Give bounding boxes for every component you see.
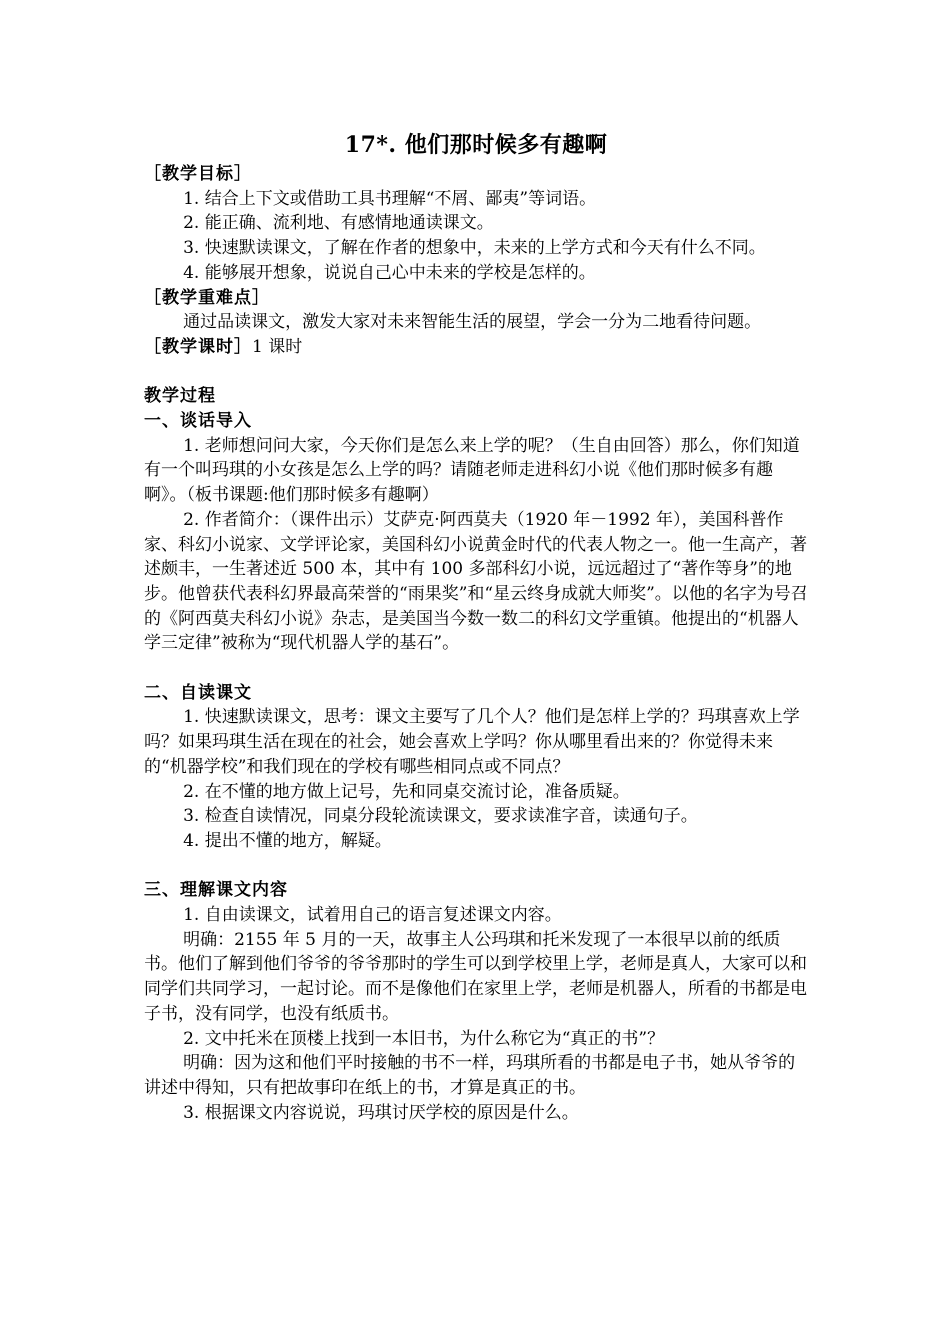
section-heading: 二、自读课文 — [144, 682, 252, 703]
document-body — [144, 128, 808, 1125]
paragraph: 1. 老师想问问大家，今天你们是怎么来上学的呢？（生自由回答）那么，你们知道有一个叫玛琪的小女孩是怎么上学的吗？请随老师走进科幻小说《他们那时候多有趣啊》。（板书课题:他们那时候多有趣啊） — [144, 435, 800, 506]
page-title: 17*. 他们那时候多有趣啊 — [344, 132, 608, 158]
goal-item: 4. 能够展开想象，说说自己心中未来的学校是怎样的。 — [183, 262, 596, 283]
lesson-hours — [144, 335, 808, 360]
paragraph: 明确：2155 年 5 月的一天，故事主人公玛琪和托米发现了一本很早以前的纸质书。他们了解到他们爷爷的爷爷那时的学生可以到学校里上学，老师是真人，大家可以和同学们共同学习，一起讨论。而不是像他们在家里上学，老师是机器人，所看的书都是电子书，没有同学，也没有纸质书。 — [144, 929, 807, 1024]
paragraph: 3. 根据课文内容说说，玛琪讨厌学校的原因是什么。 — [183, 1102, 579, 1123]
key-points-label: ［教学重难点］ — [144, 287, 270, 308]
paragraph: 4. 提出不懂的地方，解疑。 — [183, 830, 392, 851]
key-points-section — [144, 286, 808, 335]
goal-item: 2. 能正确、流利地、有感情地通读课文。 — [183, 213, 494, 234]
process-heading: 教学过程 — [144, 386, 216, 407]
section-understanding — [144, 878, 808, 1125]
paragraph: 3. 检查自读情况，同桌分段轮流读课文，要求读准字音，读通句子。 — [183, 806, 698, 827]
goals-label: ［教学目标］ — [144, 164, 252, 184]
paragraph: 2. 作者简介：（课件出示）艾萨克·阿西莫夫（1920 年－1992 年），美国科普作家、科幻小说家、文学评论家，美国科幻小说黄金时代的代表人物之一。他一生高产，著述颇丰，一生著述近 500 本，其中有 100 多部科幻小说，远远超过了“著作等身”的地步。他曾获代表科幻界最高荣誉的“雨果奖”和“星云终身成就大师奖”。以他的名字为号召的《阿西莫夫科幻小说》杂志，是美国当今数一数二的科幻文学重镇。他提出的“机器人学三定律”被称为“现代机器人学的基石”。 — [144, 509, 808, 654]
goal-item: 1. 结合上下文或借助工具书理解“不屑、鄙夷”等词语。 — [183, 188, 597, 209]
section-self-reading — [144, 681, 808, 854]
paragraph: 明确：因为这和他们平时接触的书不一样，玛琪所看的书都是电子书，她从爷爷的讲述中得知，只有把故事印在纸上的书，才算是真正的书。 — [144, 1053, 796, 1098]
goal-item: 3. 快速默读课文，了解在作者的想象中，未来的上学方式和今天有什么不同。 — [183, 238, 766, 259]
paragraph: 1. 快速默读课文，思考：课文主要写了几个人？他们是怎样上学的？玛琪喜欢上学吗？如果玛琪生活在现在的社会，她会喜欢上学吗？你从哪里看出来的？你觉得未来的“机器学校”和我们现在的学校有哪些相同点或不同点？ — [144, 707, 800, 777]
section-intro — [144, 409, 808, 656]
paragraph: 1. 自由读课文，试着用自己的语言复述课文内容。 — [183, 905, 562, 926]
paragraph: 2. 在不懂的地方做上记号，先和同桌交流讨论，准备质疑。 — [183, 781, 630, 802]
section-heading: 三、理解课文内容 — [144, 880, 288, 901]
goals-section — [144, 162, 808, 286]
key-points-text: 通过品读课文，激发大家对未来智能生活的展望，学会一分为二地看待问题。 — [183, 312, 762, 333]
paragraph: 2. 文中托米在顶楼上找到一本旧书，为什么称它为“真正的书”？ — [183, 1028, 665, 1049]
section-heading: 一、谈话导入 — [144, 411, 252, 432]
lesson-hours-value: 1 课时 — [252, 336, 303, 357]
spacer — [144, 854, 808, 879]
spacer — [144, 360, 808, 385]
spacer — [144, 656, 808, 681]
lesson-hours-label: ［教学课时］ — [144, 336, 252, 357]
